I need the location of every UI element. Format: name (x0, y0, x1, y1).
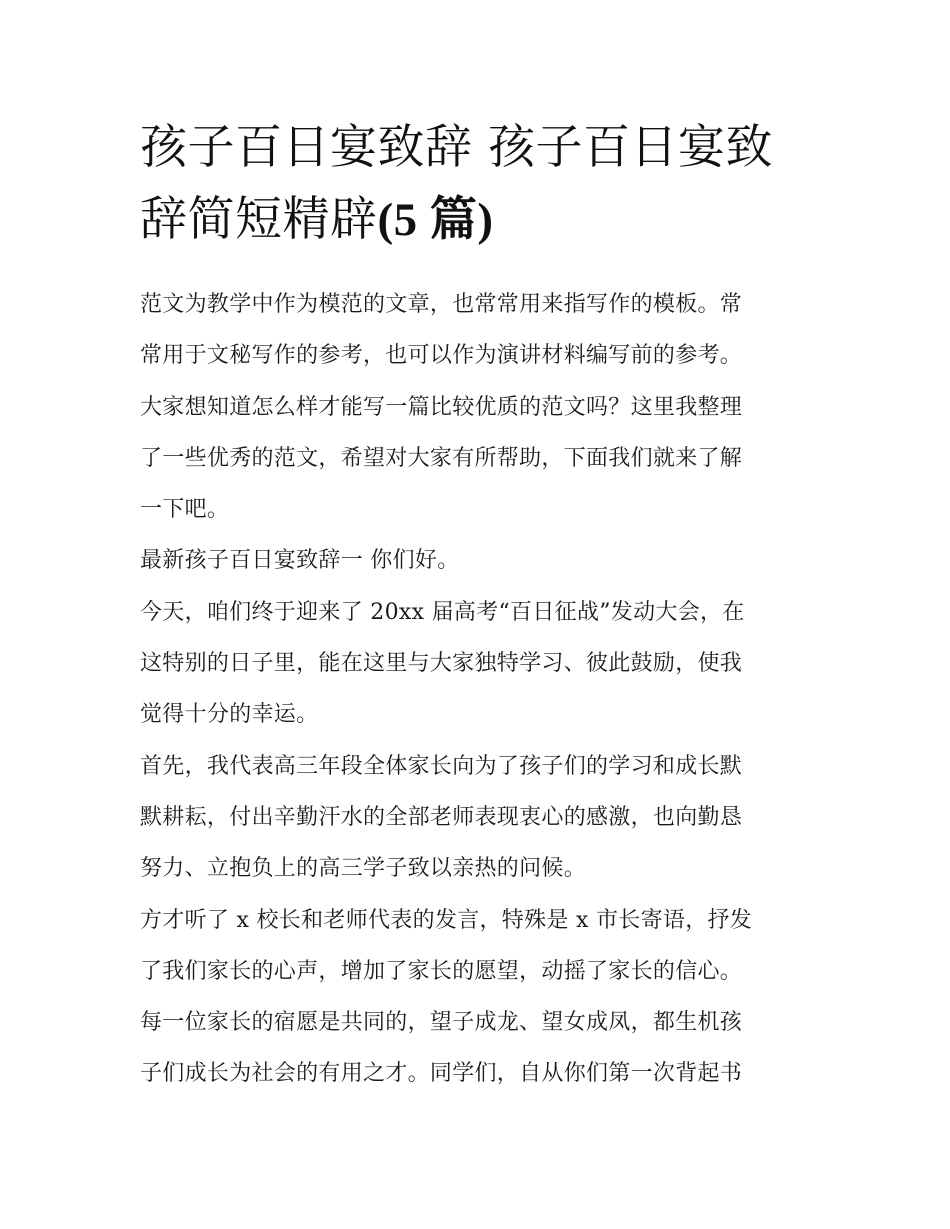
document-body (140, 279, 820, 1100)
body-line: 今天，咱们终于迎来了 20xx 届高考“百日征战”发动大会，在 (140, 599, 745, 625)
body-line: 觉得十分的幸运。 (140, 702, 319, 728)
body-line: 子们成长为社会的有用之才。同学们，自从你们第一次背起书 (140, 1061, 743, 1087)
body-line: 一下吧。 (140, 497, 230, 523)
body-line: 了一些优秀的范文，希望对大家有所帮助，下面我们就来了解 (140, 445, 743, 471)
body-line: 常用于文秘写作的参考，也可以作为演讲材料编写前的参考。 (140, 343, 743, 369)
title-line-1: 孩子百日宴致辞 孩子百日宴致 (140, 120, 773, 175)
body-line: 默耕耘，付出辛勤汗水的全部老师表现衷心的感激，也向勤恳 (140, 804, 743, 830)
body-line: 努力、立抱负上的高三学子致以亲热的问候。 (140, 856, 587, 882)
body-line: 每一位家长的宿愿是共同的，望子成龙、望女成凤，都生机孩 (140, 1010, 743, 1036)
title-line-2: 辞简短精辟 (140, 192, 378, 247)
body-line: 最新孩子百日宴致辞一 你们好。 (140, 548, 460, 574)
body-line: 这特别的日子里，能在这里与大家独特学习、彼此鼓励，使我 (140, 651, 743, 677)
body-line: 方才听了 x 校长和老师代表的发言，特殊是 x 市长寄语，抒发 (140, 907, 753, 933)
body-line: 大家想知道怎么样才能写一篇比较优质的范文吗？这里我整理 (140, 394, 743, 420)
body-line: 首先，我代表高三年段全体家长向为了孩子们的学习和成长默 (140, 753, 743, 779)
title-count: (5 篇) (377, 194, 494, 246)
body-line: 了我们家长的心声，增加了家长的愿望，动摇了家长的信心。 (140, 958, 743, 984)
body-line: 范文为教学中作为模范的文章，也常常用来指写作的模板。常 (140, 292, 743, 317)
document-title (140, 112, 830, 256)
